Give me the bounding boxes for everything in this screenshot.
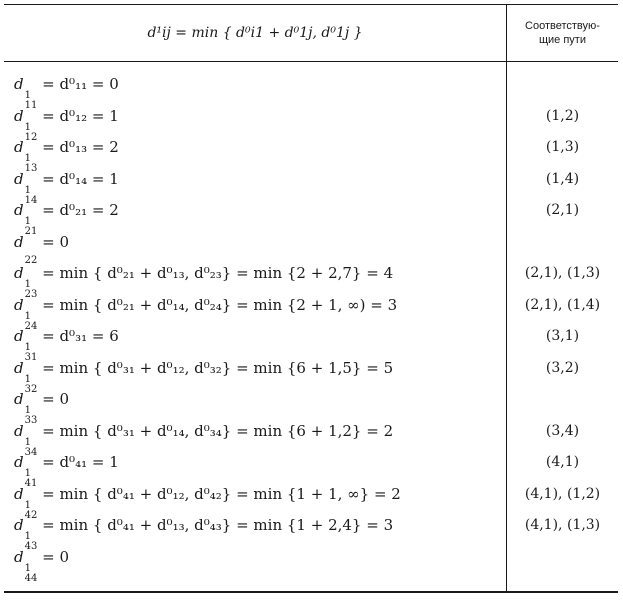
row-path: (4,1) [545, 454, 580, 470]
row-path: (1,2) [545, 107, 580, 124]
row-expression: = min { d⁰₄₁ + d⁰₁₂, d⁰₄₂} = min {1 + 1, ∞} = 2 [37, 484, 401, 503]
table-row [0, 101, 623, 143]
row-expression: = d⁰₄₁ = 1 [37, 453, 119, 471]
row-superscript: 1 [24, 436, 31, 448]
row-formula [14, 164, 119, 206]
row-expression: = d⁰₃₁ = 6 [37, 327, 119, 345]
row-subscript: 34 [24, 446, 38, 458]
row-expression: = min { d⁰₂₁ + d⁰₁₃, d⁰₂₃} = min {2 + 2,7} = 4 [37, 264, 394, 282]
row-superscript: 1 [24, 121, 31, 133]
row-indices [25, 564, 38, 584]
row-formula [14, 416, 394, 458]
row-subscript: 24 [24, 320, 38, 332]
row-subscript: 32 [24, 383, 38, 395]
row-subscript: 42 [24, 509, 38, 521]
row-variable: d [14, 484, 24, 503]
row-path [507, 384, 618, 414]
row-variable: d [14, 75, 24, 93]
row-path [507, 69, 618, 99]
row-formula [14, 510, 394, 552]
paths-header-line1: Соответствую- [525, 20, 600, 32]
table-row [0, 69, 623, 111]
row-formula [14, 542, 69, 584]
row-formula [14, 132, 119, 174]
row-subscript: 23 [24, 289, 38, 300]
row-variable: d [14, 327, 24, 345]
row-path: (1,3) [545, 139, 580, 155]
paths-header-line2: щие пути [538, 34, 586, 46]
row-variable: d [14, 232, 24, 251]
row-superscript: 1 [24, 216, 31, 227]
row-path: (2,1), (1,3) [524, 265, 601, 281]
row-expression: = min { d⁰₃₁ + d⁰₁₄, d⁰₃₄} = min {6 + 1,2} = 2 [37, 421, 394, 440]
row-superscript: 1 [24, 562, 31, 574]
row-formula [14, 353, 394, 395]
table-top-rule [4, 4, 618, 5]
row-path: (2,1) [545, 202, 580, 218]
table-row [0, 321, 623, 363]
row-formula [14, 227, 69, 266]
row-expression: = min { d⁰₄₁ + d⁰₁₃, d⁰₄₃} = min {1 + 2,4} = 3 [37, 516, 394, 534]
table-row [0, 353, 623, 395]
table-row [0, 254, 623, 300]
row-superscript: 1 [24, 279, 31, 290]
row-path: (2,1), (1,4) [524, 296, 601, 313]
table-row [0, 542, 623, 584]
paths-header [507, 6, 618, 60]
row-superscript: 1 [24, 342, 31, 353]
row-expression: = d⁰₂₁ = 2 [37, 201, 119, 219]
row-variable: d [14, 138, 24, 156]
table-row [0, 195, 623, 237]
row-formula [14, 290, 398, 332]
row-expression: = 0 [37, 390, 69, 408]
row-variable: d [14, 264, 24, 282]
row-variable: d [14, 106, 24, 125]
row-path [507, 542, 618, 572]
row-subscript: 31 [24, 352, 38, 363]
row-subscript: 33 [24, 415, 38, 426]
row-formula [14, 479, 401, 521]
row-path: (3,1) [545, 328, 580, 344]
row-path: (3,2) [545, 359, 580, 376]
row-expression: = min { d⁰₂₁ + d⁰₁₄, d⁰₂₄} = min {2 + 1, ∞) = 3 [37, 295, 398, 314]
row-formula [14, 254, 394, 300]
row-superscript: 1 [24, 153, 31, 164]
table-row [0, 510, 623, 552]
row-superscript: 1 [24, 468, 31, 479]
row-superscript: 1 [24, 310, 31, 322]
row-expression: = 0 [37, 232, 69, 251]
row-subscript: 22 [24, 254, 38, 266]
row-path: (3,4) [545, 422, 580, 439]
row-expression: = 0 [37, 547, 69, 566]
row-superscript: 1 [24, 405, 31, 416]
row-expression: = d⁰₁₄ = 1 [37, 169, 119, 188]
row-variable: d [14, 169, 24, 188]
row-variable: d [14, 453, 24, 471]
row-formula [14, 69, 119, 111]
table-bottom-rule [4, 591, 618, 593]
row-variable: d [14, 390, 24, 408]
row-variable: d [14, 516, 24, 534]
row-subscript: 13 [24, 163, 38, 174]
row-variable: d [14, 421, 24, 440]
row-superscript: 1 [24, 373, 31, 385]
row-expression: = d⁰₁₁ = 0 [37, 75, 119, 93]
row-expression: = min { d⁰₃₁ + d⁰₁₂, d⁰₃₂} = min {6 + 1,5} = 5 [37, 358, 394, 377]
formula-header [4, 6, 506, 60]
row-path: (4,1), (1,3) [524, 517, 601, 533]
row-variable: d [14, 295, 24, 314]
row-variable: d [14, 547, 24, 566]
table-row [0, 416, 623, 458]
row-formula [14, 321, 119, 363]
table-row [0, 164, 623, 206]
row-formula [14, 384, 69, 426]
row-superscript: 1 [24, 90, 31, 101]
table-row [0, 447, 623, 489]
row-expression: = d⁰₁₂ = 1 [37, 106, 119, 125]
row-formula [14, 101, 119, 143]
row-subscript: 44 [24, 572, 38, 584]
table-row [0, 384, 623, 426]
row-subscript: 41 [24, 478, 38, 489]
row-formula [14, 447, 119, 489]
row-variable: d [14, 358, 24, 377]
row-superscript: 1 [24, 499, 31, 511]
row-subscript: 12 [24, 131, 38, 143]
row-path: (4,1), (1,2) [524, 485, 601, 502]
row-superscript: 1 [24, 531, 31, 542]
table-row [0, 227, 623, 266]
row-path [507, 227, 618, 257]
row-subscript: 11 [24, 100, 38, 111]
table-row [0, 132, 623, 174]
row-superscript: 1 [24, 184, 31, 196]
row-subscript: 21 [24, 226, 38, 237]
row-subscript: 43 [24, 541, 38, 552]
row-subscript: 14 [24, 194, 38, 206]
row-path: (1,4) [545, 170, 580, 187]
row-expression: = d⁰₁₃ = 2 [37, 138, 119, 156]
table-header-rule [4, 61, 618, 62]
row-formula [14, 195, 119, 237]
formula-header-text: d¹ij = min { d⁰i1 + d⁰1j, d⁰1j } [147, 25, 363, 41]
table-row [0, 290, 623, 332]
row-variable: d [14, 201, 24, 219]
table-row [0, 479, 623, 521]
